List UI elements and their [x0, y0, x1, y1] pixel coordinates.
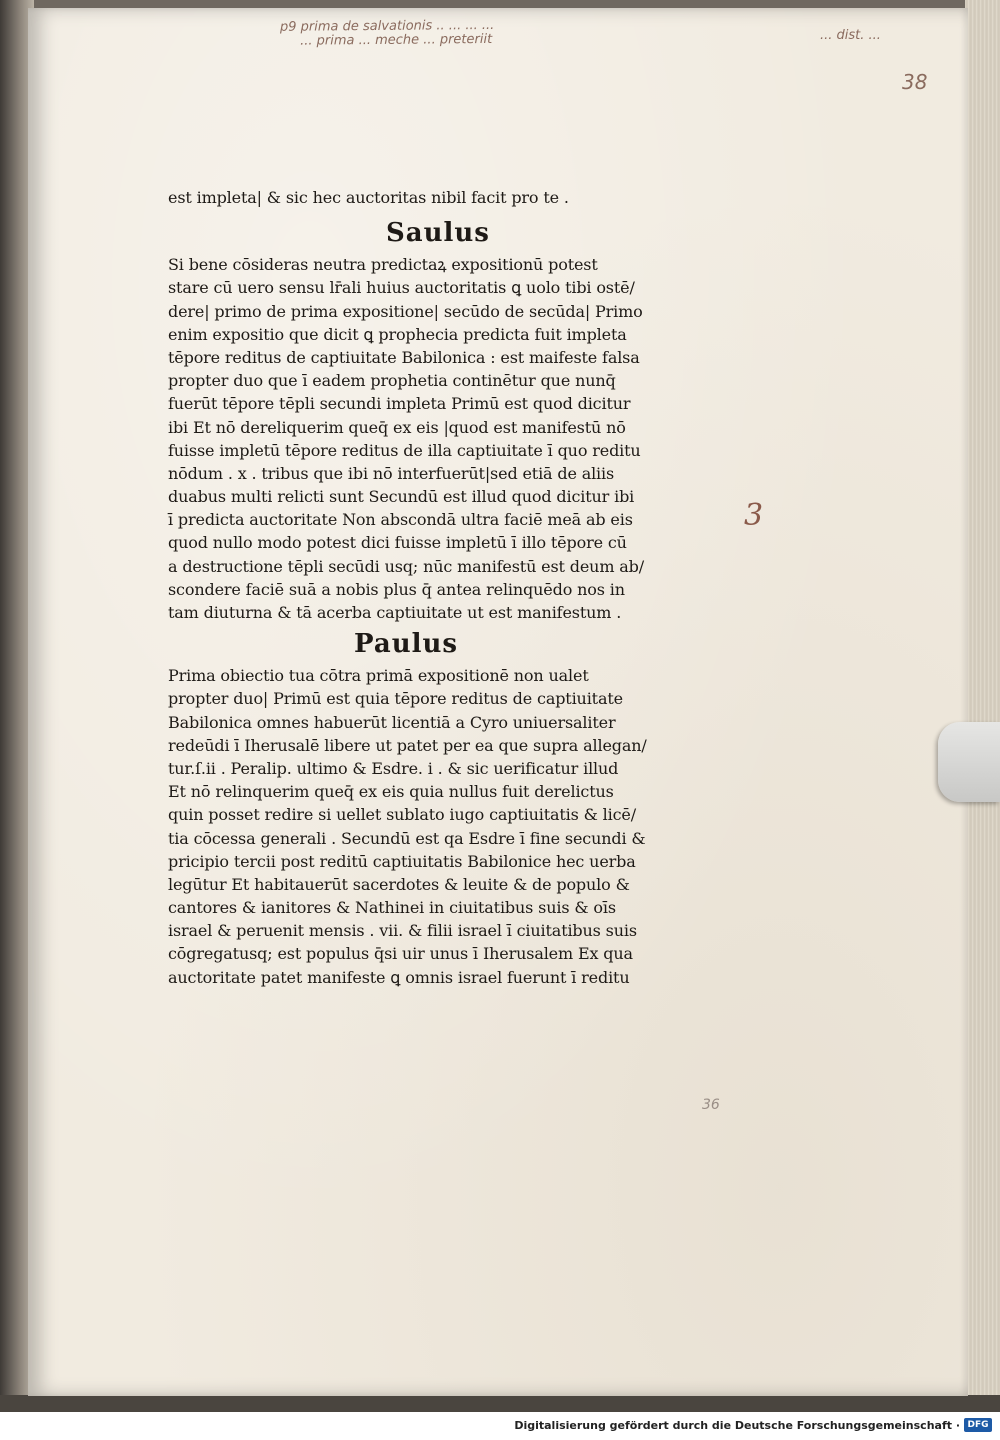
text-line: auctoritate patet manifeste ꝗ omnis israel fuerunt ī reditu [168, 967, 630, 987]
footer-bar [0, 1412, 1000, 1440]
text-line: tēpore reditus de captiuitate Babilonica : est maifeste falsa [168, 347, 640, 367]
text-line: ī predicta auctoritate Non abscondā ultra faciē meā ab eis [168, 510, 633, 530]
text-line: Et nō relinquerim queq̄ ex eis quia nullus fuit derelictus [168, 782, 614, 802]
text-line: fuerūt tēpore tēpli secundi impleta Primū est quod dicitur [168, 394, 631, 414]
text-line: nōdum . x . tribus que ibi nō interfuerūt|sed etiā de aliis [168, 463, 615, 483]
text-line: tur.ſ.ii . Peralip. ultimo & Esdre. i . & sic uerificatur illud [168, 758, 619, 778]
text-line: propter duo| Primū est quia tēpore reditus de captiuitate [168, 689, 623, 709]
top-marginal-note-line-2: ... prima ... meche ... preteriit [300, 31, 493, 49]
text-line: fuisse impletū tēpore reditus de illa captiuitate ī quo reditu [168, 440, 641, 460]
text-line: cantores & ianitores & Nathinei in ciuitatibus suis & oīs [168, 898, 616, 918]
text-line: propter duo que ī eadem prophetia continētur que nunq̄ [168, 371, 616, 391]
text-line: quin posset redire si uellet sublato iugo captiuitatis & licē/ [168, 805, 636, 825]
top-right-marginal-note: ... dist. ... [820, 28, 881, 43]
text-line: enim expositio que dicit ꝗ prophecia predicta fuit impleta [168, 324, 627, 344]
text-line: Prima obiectio tua cōtra primā expositionē non ualet [168, 666, 589, 686]
text-line: israel & peruenit mensis . vii. & filii israel ī ciuitatibus suis [168, 921, 637, 941]
section-saulus [168, 253, 768, 624]
text-line: tam diuturna & tā acerba captiuitate ut est manifestum . [168, 603, 622, 622]
speaker-heading-paulus: Paulus [354, 629, 459, 660]
book-page-edges [965, 0, 1000, 1412]
book-bottom-edge [0, 1395, 1000, 1412]
text-line: scondere faciē suā a nobis plus q̄ antea relinquēdo nos in [168, 579, 625, 599]
text-line: Si bene cōsideras neutra predictaꝝ expositionū potest [168, 255, 598, 275]
dfg-logo: DFG [964, 1418, 992, 1432]
text-line: redeūdi ī Iherusalē libere ut patet per ea que supra allegan/ [168, 735, 647, 755]
text-line: stare cū uero sensu lr̄ali huius auctoritatis ꝗ uolo tibi ostē/ [168, 278, 635, 298]
text-line: dere| primo de prima expositione| secūdo de secūda| Primo [168, 301, 643, 321]
page-number: 36 [702, 1097, 720, 1113]
folio-number: 38 [902, 70, 928, 94]
text-line: legūtur Et habitauerūt sacerdotes & leuite & de populo & [168, 874, 630, 894]
text-line: pricipio tercii post reditū captiuitatis Babilonice hec uerba [168, 851, 636, 871]
text-line: cōgregatusq; est populus q̄si uir unus ī Iherusalem Ex qua [168, 944, 633, 964]
text-line: Babilonica omnes habuerūt licentiā a Cyro uniuersaliter [168, 712, 616, 732]
text-line: a destructione tēpli secūdi usq; nūc manifestū est deum ab/ [168, 556, 645, 576]
text-line: est impleta| & sic hec auctoritas nibil facit pro te . [168, 188, 569, 207]
printed-text-block [168, 186, 768, 989]
text-line: duabus multi relicti sunt Secundū est illud quod dicitur ibi [168, 487, 635, 507]
text-line: quod nullo modo potest dici fuisse impletū ī illo tēpore cū [168, 533, 627, 553]
text-line: ibi Et nō dereliquerim queq̄ ex eis |quod est manifestū nō [168, 417, 626, 437]
top-marginal-note-line-1: p9 prima de salvationis .. ... ... ... [279, 17, 495, 35]
speaker-heading-saulus: Saulus [386, 218, 490, 249]
text-line: tia cōcessa generali . Secundū est qa Esdre ī fine secundi & [168, 828, 646, 848]
margin-mark: 3 [744, 498, 764, 533]
funding-credit: Digitalisierung gefördert durch die Deutsche Forschungsgemeinschaft · [514, 1419, 960, 1432]
section-paulus [168, 664, 768, 989]
page-clip [938, 722, 1000, 802]
